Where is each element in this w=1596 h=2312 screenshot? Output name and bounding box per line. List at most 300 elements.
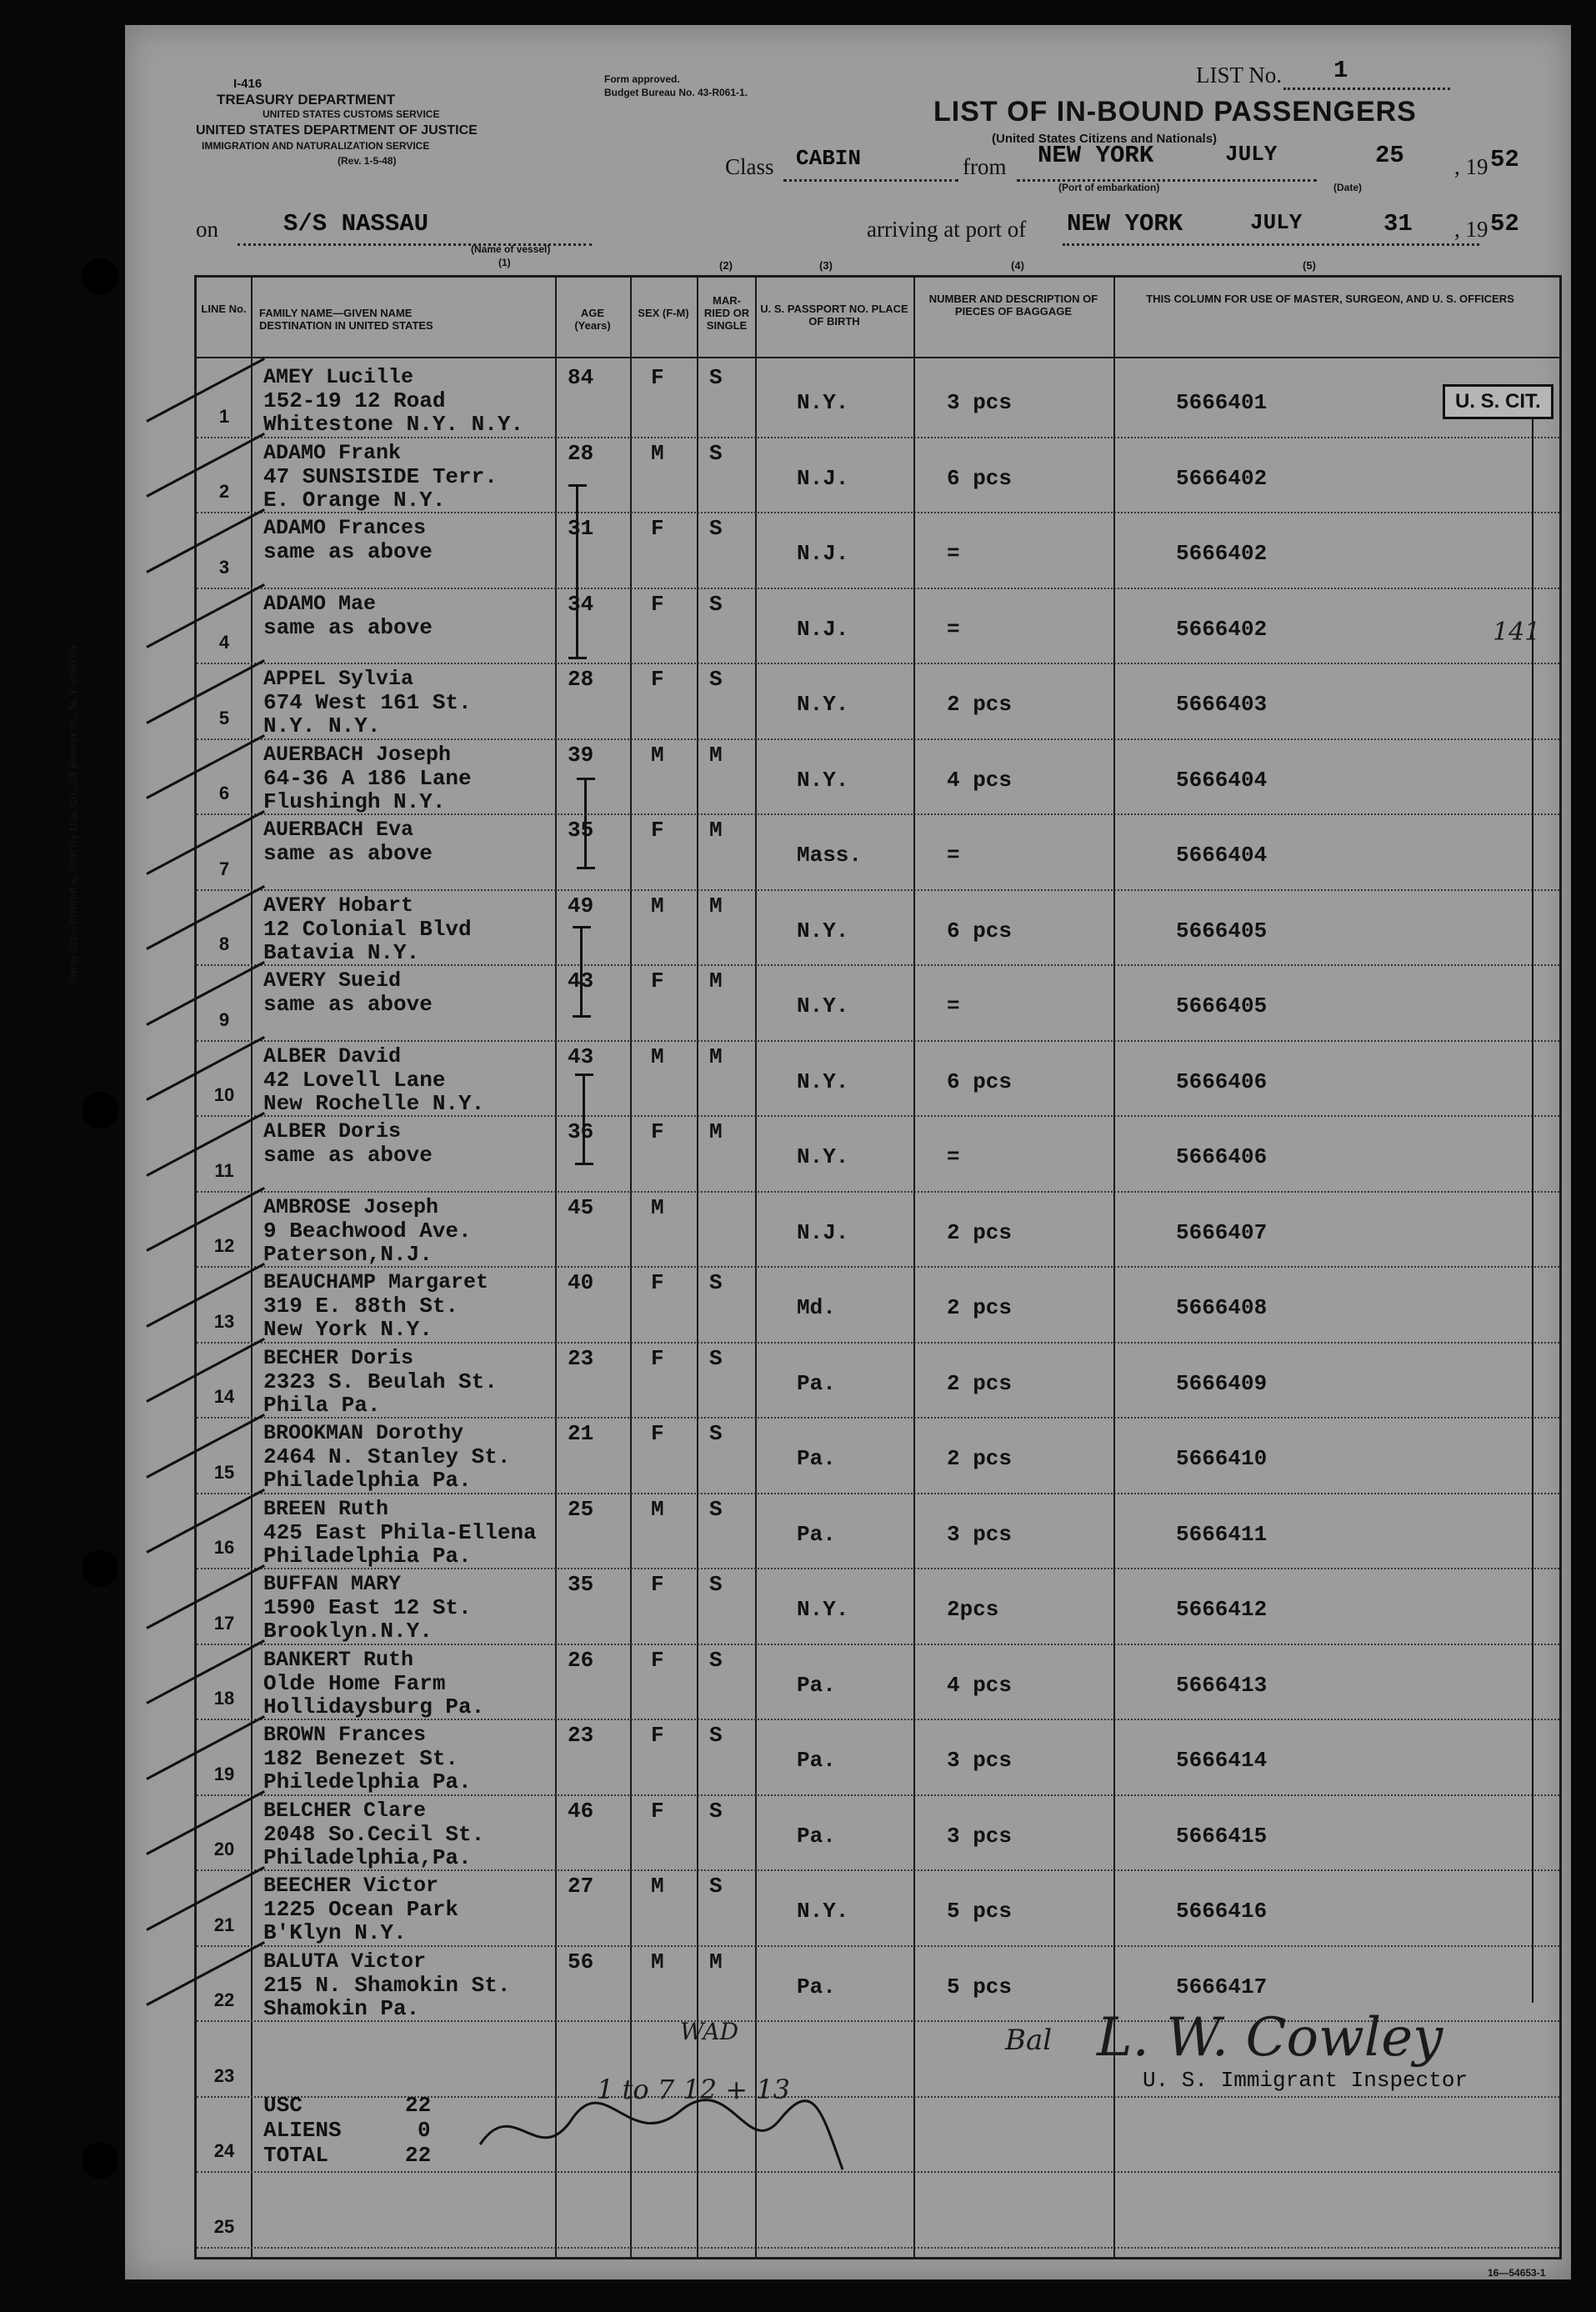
budget-bureau: Budget Bureau No. 43-R061-1. <box>604 87 748 98</box>
passenger-age: 23 <box>568 1345 594 1371</box>
passenger-birthplace: Md. <box>797 1295 836 1320</box>
passenger-address-line1: 425 East Phila-Ellena <box>263 1519 537 1545</box>
passenger-name: ALBER David <box>263 1043 402 1068</box>
arrival-port: NEW YORK <box>1067 210 1183 238</box>
passenger-name: BUFFAN MARY <box>263 1572 402 1596</box>
passenger-name: AMEY Lucille <box>263 365 414 389</box>
passenger-name: BALUTA Victor <box>263 1949 427 1974</box>
line-number: 25 <box>213 2215 235 2237</box>
line-number: 11 <box>214 1159 234 1181</box>
passenger-birthplace: N.J. <box>797 465 849 491</box>
passenger-birthplace: Mass. <box>797 843 863 868</box>
passenger-sex: F <box>651 365 664 390</box>
revision-date: (Rev. 1-5-48) <box>338 155 397 167</box>
passenger-reference-no: 5666413 <box>1176 1672 1268 1698</box>
passenger-birthplace: N.Y. <box>797 390 849 415</box>
passenger-age: 43 <box>568 1043 594 1069</box>
passenger-reference-no: 5666402 <box>1176 465 1268 491</box>
supervisor-signature-scribble <box>463 2061 855 2178</box>
passenger-name: APPEL Sylvia <box>263 667 414 691</box>
passenger-address-line1: 42 Lovell Lane <box>263 1067 446 1093</box>
passenger-baggage: 6 pcs <box>947 465 1013 491</box>
passenger-baggage: 2 pcs <box>947 1219 1013 1245</box>
passenger-address-line1: same as above <box>263 539 433 564</box>
passenger-age: 45 <box>568 1194 594 1220</box>
usc-value: 22 <box>405 2093 432 2118</box>
passenger-age: 21 <box>568 1421 594 1446</box>
passenger-baggage: = <box>947 1144 960 1169</box>
passenger-address-line2: Philadelphia Pa. <box>263 1543 472 1569</box>
passenger-reference-no: 5666415 <box>1176 1823 1268 1849</box>
form-approved: Form approved. <box>604 73 680 85</box>
passenger-marital-status: S <box>709 1270 723 1295</box>
line-number: 23 <box>213 2064 235 2086</box>
passenger-baggage: = <box>947 541 960 566</box>
aliens-label: ALIENS <box>263 2118 342 2143</box>
passenger-reference-no: 5666411 <box>1176 1521 1268 1547</box>
passenger-age: 56 <box>568 1949 594 1974</box>
passenger-reference-no: 5666402 <box>1176 541 1268 566</box>
passenger-address-line2: New York N.Y. <box>263 1317 433 1342</box>
passenger-marital-status: S <box>709 1345 723 1371</box>
passenger-sex: F <box>651 1798 664 1824</box>
passenger-marital-status: S <box>709 591 723 617</box>
passenger-address-line1: 2464 N. Stanley St. <box>263 1444 511 1469</box>
passenger-marital-status: M <box>709 968 723 993</box>
binder-hole <box>82 2142 118 2179</box>
passenger-birthplace: N.Y. <box>797 767 849 793</box>
passenger-birthplace: Pa. <box>797 1748 836 1773</box>
passenger-birthplace: N.Y. <box>797 918 849 943</box>
col-number-3: (3) <box>819 259 833 272</box>
passenger-name: AUERBACH Joseph <box>263 742 452 767</box>
passenger-age: 25 <box>568 1496 594 1522</box>
row-divider <box>197 1040 1559 1042</box>
passenger-reference-no: 5666405 <box>1176 918 1268 943</box>
dept-treasury: TREASURY DEPARTMENT <box>217 92 396 108</box>
line-number: 8 <box>218 933 230 954</box>
row-divider <box>197 2247 1559 2249</box>
passenger-name: BELCHER Clare <box>263 1798 427 1823</box>
passenger-address-line1: same as above <box>263 614 433 640</box>
family-bracket <box>580 926 583 1018</box>
passenger-sex: F <box>651 667 664 692</box>
passenger-baggage: = <box>947 616 960 642</box>
list-no-label: LIST No. <box>1196 63 1283 88</box>
passenger-baggage: 5 pcs <box>947 1899 1013 1924</box>
line-number: 6 <box>218 783 230 803</box>
passenger-address-line2: Phila Pa. <box>263 1392 381 1418</box>
passenger-name: BECHER Doris <box>263 1345 414 1370</box>
passenger-reference-no: 5666408 <box>1176 1295 1268 1320</box>
passenger-name: BEECHER Victor <box>263 1874 439 1898</box>
line-number: 18 <box>213 1688 235 1709</box>
passenger-baggage: 2 pcs <box>947 1370 1013 1396</box>
handwritten-note: 1 to 7 12 + 13 <box>597 2074 790 2105</box>
line-number: 14 <box>213 1386 235 1407</box>
passenger-name: BREEN Ruth <box>263 1496 389 1521</box>
passenger-sex: M <box>651 893 664 918</box>
passenger-address-line2: Brooklyn.N.Y. <box>263 1619 433 1644</box>
col-header-sex: SEX (F-M) <box>638 307 689 319</box>
class-value: CABIN <box>796 146 862 171</box>
passenger-sex: F <box>651 1647 664 1673</box>
passenger-name: ADAMO Frank <box>263 440 402 465</box>
passenger-marital-status: M <box>709 818 723 843</box>
family-bracket <box>576 484 578 659</box>
passenger-address-line1: 12 Colonial Blvd <box>263 916 472 942</box>
family-bracket <box>583 1073 585 1165</box>
passenger-address-line1: 674 West 161 St. <box>263 690 472 715</box>
line-number: 3 <box>218 556 230 578</box>
passenger-reference-no: 5666403 <box>1176 692 1268 717</box>
embark-year: 52 <box>1490 146 1519 173</box>
stamp-guide-line <box>1532 419 1533 2003</box>
handwritten-initials: WAD <box>680 2018 739 2045</box>
arriving-label: arriving at port of <box>867 217 1027 242</box>
total-value: 22 <box>405 2143 432 2168</box>
passenger-baggage: 5 pcs <box>947 1974 1013 1999</box>
line-number: 9 <box>218 1008 230 1030</box>
col-header-baggage: NUMBER AND DESCRIPTION OF PIECES OF BAGGAGE <box>928 293 1098 318</box>
passenger-marital-status: S <box>709 365 723 390</box>
passenger-birthplace: N.J. <box>797 1219 849 1245</box>
passenger-birthplace: N.J. <box>797 541 849 566</box>
vessel-caption: (Name of vessel) <box>471 243 551 255</box>
passenger-sex: M <box>651 440 664 466</box>
binder-hole <box>82 258 118 295</box>
passenger-marital-status: S <box>709 440 723 466</box>
line-number: 19 <box>213 1763 235 1784</box>
passenger-marital-status: S <box>709 1647 723 1673</box>
passenger-age: 35 <box>568 1572 594 1597</box>
embark-year-prefix: , 19 <box>1454 154 1488 179</box>
passenger-sex: F <box>651 1421 664 1446</box>
passenger-address-line1: 1225 Ocean Park <box>263 1897 459 1922</box>
passenger-address-line2: Philadelphia Pa. <box>263 1468 472 1493</box>
on-label: on <box>196 217 218 242</box>
page-subtitle: (United States Citizens and Nationals) <box>992 132 1218 146</box>
passenger-age: 23 <box>568 1723 594 1748</box>
footer-code: 16—54653-1 <box>1488 2267 1546 2279</box>
passenger-birthplace: N.Y. <box>797 692 849 717</box>
passenger-marital-status: S <box>709 1421 723 1446</box>
col1-number: (1) <box>498 257 511 268</box>
arrival-year: 52 <box>1490 210 1519 238</box>
passenger-birthplace: N.Y. <box>797 1899 849 1924</box>
passenger-address-line1: Olde Home Farm <box>263 1670 446 1696</box>
aliens-value: 0 <box>418 2118 431 2143</box>
passenger-baggage: 3 pcs <box>947 1748 1013 1773</box>
passenger-age: 35 <box>568 818 594 843</box>
passenger-address-line2: Hollidaysburg Pa. <box>263 1694 485 1719</box>
passenger-sex: M <box>651 1949 664 1974</box>
passenger-address-line1: 64-36 A 186 Lane <box>263 765 472 791</box>
row-divider <box>197 1191 1559 1193</box>
handwritten-bal: Bal <box>1005 2024 1053 2057</box>
line-number: 7 <box>218 858 230 879</box>
passenger-baggage: = <box>947 993 960 1018</box>
passenger-baggage: 2 pcs <box>947 692 1013 717</box>
passenger-age: 39 <box>568 742 594 768</box>
passenger-marital-status: M <box>709 1119 723 1144</box>
passenger-reference-no: 5666407 <box>1176 1219 1268 1245</box>
row-divider <box>197 663 1559 664</box>
col-header-age: AGE (Years) <box>574 307 611 332</box>
passenger-address-line1: same as above <box>263 992 433 1017</box>
passenger-birthplace: N.J. <box>797 616 849 642</box>
line-number: 15 <box>213 1461 235 1483</box>
total-label: TOTAL <box>263 2143 329 2168</box>
passenger-address-line2: Flushingh N.Y. <box>263 788 446 814</box>
passenger-baggage: 6 pcs <box>947 918 1013 943</box>
passenger-address-line1: 319 E. 88th St. <box>263 1294 459 1319</box>
passenger-name: AMBROSE Joseph <box>263 1194 439 1219</box>
passenger-age: 43 <box>568 968 594 993</box>
passenger-age: 36 <box>568 1119 594 1144</box>
family-bracket <box>584 778 587 869</box>
row-divider <box>197 889 1559 891</box>
passenger-marital-status: S <box>709 667 723 692</box>
passenger-age: 84 <box>568 365 594 390</box>
passenger-birthplace: N.Y. <box>797 993 849 1018</box>
arrival-line <box>1063 243 1479 246</box>
passenger-baggage: 2pcs <box>947 1597 999 1622</box>
passenger-sex: F <box>651 818 664 843</box>
passenger-reference-no: 5666410 <box>1176 1446 1268 1471</box>
col-header-line: LINE No. <box>201 303 247 315</box>
passenger-reference-no: 5666412 <box>1176 1597 1268 1622</box>
list-no-value: 1 <box>1333 57 1348 84</box>
passenger-birthplace: Pa. <box>797 1823 836 1849</box>
passenger-address-line2: Philadelphia,Pa. <box>263 1844 472 1870</box>
line-number: 10 <box>213 1084 235 1105</box>
form-number: I-416 <box>233 77 263 91</box>
col-number-5: (5) <box>1303 259 1316 272</box>
passenger-marital-status: S <box>709 1723 723 1748</box>
col-header-married: MAR-RIED OR SINGLE <box>703 294 750 332</box>
line-number: 2 <box>218 481 230 502</box>
passenger-birthplace: N.Y. <box>797 1068 849 1094</box>
inspector-title: U. S. Immigrant Inspector <box>1143 2068 1468 2093</box>
passenger-address-line1: 182 Benezet St. <box>263 1746 459 1771</box>
printer-imprint: Form 121—Printed & Sold by U.S. Co., 24 Beaver St., N. Y. U56704 <box>67 645 79 983</box>
passenger-birthplace: Pa. <box>797 1370 836 1396</box>
passenger-marital-status: M <box>709 742 723 768</box>
passenger-birthplace: Pa. <box>797 1446 836 1471</box>
row-divider <box>197 2096 1559 2098</box>
passenger-age: 26 <box>568 1647 594 1673</box>
col-header-passport: U. S. PASSPORT NO. PLACE OF BIRTH <box>760 303 908 328</box>
arrival-day: 31 <box>1383 210 1413 238</box>
passenger-reference-no: 5666404 <box>1176 843 1268 868</box>
passenger-birthplace: N.Y. <box>797 1144 849 1169</box>
passenger-sex: F <box>651 968 664 993</box>
passenger-age: 46 <box>568 1798 594 1824</box>
passenger-marital-status: S <box>709 516 723 541</box>
line-number: 4 <box>218 632 230 653</box>
passenger-name: AUERBACH Eva <box>263 818 414 842</box>
passenger-age: 28 <box>568 440 594 466</box>
passenger-sex: M <box>651 742 664 768</box>
passenger-sex: F <box>651 1572 664 1597</box>
passenger-address-line1: same as above <box>263 1143 433 1168</box>
passenger-reference-no: 5666416 <box>1176 1899 1268 1924</box>
line-number: 5 <box>218 707 230 728</box>
passenger-sex: M <box>651 1874 664 1899</box>
line-number: 13 <box>213 1310 235 1332</box>
row-divider <box>197 2171 1559 2173</box>
row-divider <box>197 588 1559 589</box>
passenger-table <box>194 259 1562 2259</box>
embark-date-day: 25 <box>1375 142 1404 169</box>
passenger-marital-status: M <box>709 1949 723 1974</box>
passenger-name: ALBER Doris <box>263 1119 402 1143</box>
passenger-address-line1: 152-19 12 Road <box>263 388 446 413</box>
dept-justice: UNITED STATES DEPARTMENT OF JUSTICE <box>196 123 478 138</box>
passenger-sex: F <box>651 1119 664 1144</box>
col-number-4: (4) <box>1011 259 1024 272</box>
passenger-marital-status: S <box>709 1798 723 1824</box>
passenger-reference-no: 5666406 <box>1176 1144 1268 1169</box>
line-number: 22 <box>213 1989 235 2010</box>
passenger-name: BROOKMAN Dorothy <box>263 1421 464 1445</box>
passenger-reference-no: 5666417 <box>1176 1974 1268 1999</box>
passenger-baggage: 3 pcs <box>947 1823 1013 1849</box>
passenger-baggage: 2 pcs <box>947 1295 1013 1320</box>
passenger-sex: M <box>651 1194 664 1220</box>
passenger-name: BROWN Frances <box>263 1723 427 1747</box>
passenger-name: ADAMO Mae <box>263 591 377 616</box>
passenger-reference-no: 5666404 <box>1176 767 1268 793</box>
passenger-marital-status: M <box>709 893 723 918</box>
line-number: 21 <box>213 1914 235 1935</box>
dept-justice-sub: IMMIGRATION AND NATURALIZATION SERVICE <box>202 140 430 152</box>
passenger-address-line2: Paterson,N.J. <box>263 1241 433 1267</box>
passenger-address-line2: Whitestone N.Y. N.Y. <box>263 412 524 437</box>
passenger-address-line1: same as above <box>263 841 433 866</box>
col-header-officers: THIS COLUMN FOR USE OF MASTER, SURGEON, AND U. S. OFFICERS <box>1146 293 1514 305</box>
port-embark-caption: (Port of embarkation) <box>1058 182 1160 193</box>
passenger-address-line2: E. Orange N.Y. <box>263 487 446 513</box>
passenger-reference-no: 5666406 <box>1176 1068 1268 1094</box>
col-header-name: FAMILY NAME—GIVEN NAME DESTINATION IN UNITED STATES <box>259 307 433 332</box>
embark-port-value: NEW YORK <box>1038 142 1154 169</box>
passenger-marital-status: S <box>709 1874 723 1899</box>
passenger-address-line1: 2323 S. Beulah St. <box>263 1369 498 1394</box>
line-number: 12 <box>213 1235 235 1256</box>
passenger-address-line2: N.Y. N.Y. <box>263 713 381 738</box>
passenger-reference-no: 5666409 <box>1176 1370 1268 1396</box>
line-number: 17 <box>213 1612 235 1634</box>
passenger-baggage: 3 pcs <box>947 1521 1013 1547</box>
passenger-address-line1: 2048 So.Cecil St. <box>263 1821 485 1847</box>
passenger-address-line1: 215 N. Shamokin St. <box>263 1972 511 1998</box>
passenger-address-line1: 47 SUNSISIDE Terr. <box>263 463 498 489</box>
binder-hole <box>82 1092 118 1128</box>
passenger-baggage: 4 pcs <box>947 1672 1013 1698</box>
passenger-sex: F <box>651 516 664 541</box>
passenger-reference-no: 5666402 <box>1176 616 1268 642</box>
passenger-address-line2: Batavia N.Y. <box>263 939 420 965</box>
row-divider <box>197 1417 1559 1419</box>
manifest-sheet <box>67 25 1571 2279</box>
inspector-signature: L. W. Cowley <box>1097 2007 1443 2069</box>
vessel-name: S/S NASSAU <box>283 210 429 238</box>
passenger-marital-status: S <box>709 1572 723 1597</box>
embark-date-month: JULY <box>1225 142 1278 167</box>
passenger-reference-no: 5666414 <box>1176 1748 1268 1773</box>
passenger-baggage: 3 pcs <box>947 390 1013 415</box>
arrival-month: JULY <box>1250 210 1303 235</box>
page-title: LIST OF IN-BOUND PASSENGERS <box>933 96 1417 128</box>
passenger-name: BEAUCHAMP Margaret <box>263 1270 489 1294</box>
passenger-address-line2: New Rochelle N.Y. <box>263 1090 485 1116</box>
passenger-age: 40 <box>568 1270 594 1295</box>
passenger-baggage: 2 pcs <box>947 1446 1013 1471</box>
passenger-address-line2: Philedelphia Pa. <box>263 1769 472 1794</box>
passenger-age: 31 <box>568 516 594 541</box>
passenger-marital-status: S <box>709 1496 723 1522</box>
passenger-birthplace: Pa. <box>797 1521 836 1547</box>
passenger-sex: F <box>651 1270 664 1295</box>
passenger-baggage: = <box>947 843 960 868</box>
passenger-age: 28 <box>568 667 594 692</box>
row-divider <box>197 738 1559 740</box>
passenger-birthplace: N.Y. <box>797 1597 849 1622</box>
passenger-address-line1: 1590 East 12 St. <box>263 1595 472 1620</box>
passenger-sex: M <box>651 1496 664 1522</box>
dept-treasury-sub: UNITED STATES CUSTOMS SERVICE <box>263 108 440 120</box>
passenger-baggage: 4 pcs <box>947 767 1013 793</box>
line-number: 24 <box>213 2140 235 2161</box>
col-number-2: (2) <box>719 259 733 272</box>
passenger-reference-no: 5666401 <box>1176 390 1268 415</box>
passenger-age: 27 <box>568 1874 594 1899</box>
binder-hole <box>82 1550 118 1587</box>
usc-label: USC <box>263 2093 303 2118</box>
passenger-birthplace: Pa. <box>797 1672 836 1698</box>
passenger-birthplace: Pa. <box>797 1974 836 1999</box>
list-no-line <box>1283 88 1450 90</box>
passenger-name: AVERY Hobart <box>263 893 414 918</box>
passenger-reference-no: 5666405 <box>1176 993 1268 1018</box>
date-caption: (Date) <box>1333 182 1363 193</box>
side-number: 141 <box>1493 618 1541 647</box>
passenger-age: 49 <box>568 893 594 918</box>
passenger-marital-status: M <box>709 1043 723 1069</box>
passenger-address-line2: Shamokin Pa. <box>263 1995 420 2021</box>
us-citizen-stamp: U. S. CIT. <box>1443 384 1553 419</box>
line-number: 20 <box>213 1839 235 1859</box>
line-number: 16 <box>213 1537 235 1558</box>
passenger-baggage: 6 pcs <box>947 1068 1013 1094</box>
class-line <box>783 179 958 182</box>
passenger-name: BANKERT Ruth <box>263 1647 414 1672</box>
passenger-address-line1: 9 Beachwood Ave. <box>263 1218 472 1244</box>
passenger-age: 34 <box>568 591 594 617</box>
from-label: from <box>963 154 1007 179</box>
class-label: Class <box>725 154 774 179</box>
passenger-address-line2: B'Klyn N.Y. <box>263 1920 407 1945</box>
arrival-year-prefix: , 19 <box>1454 217 1488 242</box>
passenger-sex: F <box>651 1345 664 1371</box>
passenger-sex: M <box>651 1043 664 1069</box>
line-number: 1 <box>218 405 230 427</box>
passenger-name: ADAMO Frances <box>263 516 427 540</box>
passenger-sex: F <box>651 1723 664 1748</box>
passenger-sex: F <box>651 591 664 617</box>
